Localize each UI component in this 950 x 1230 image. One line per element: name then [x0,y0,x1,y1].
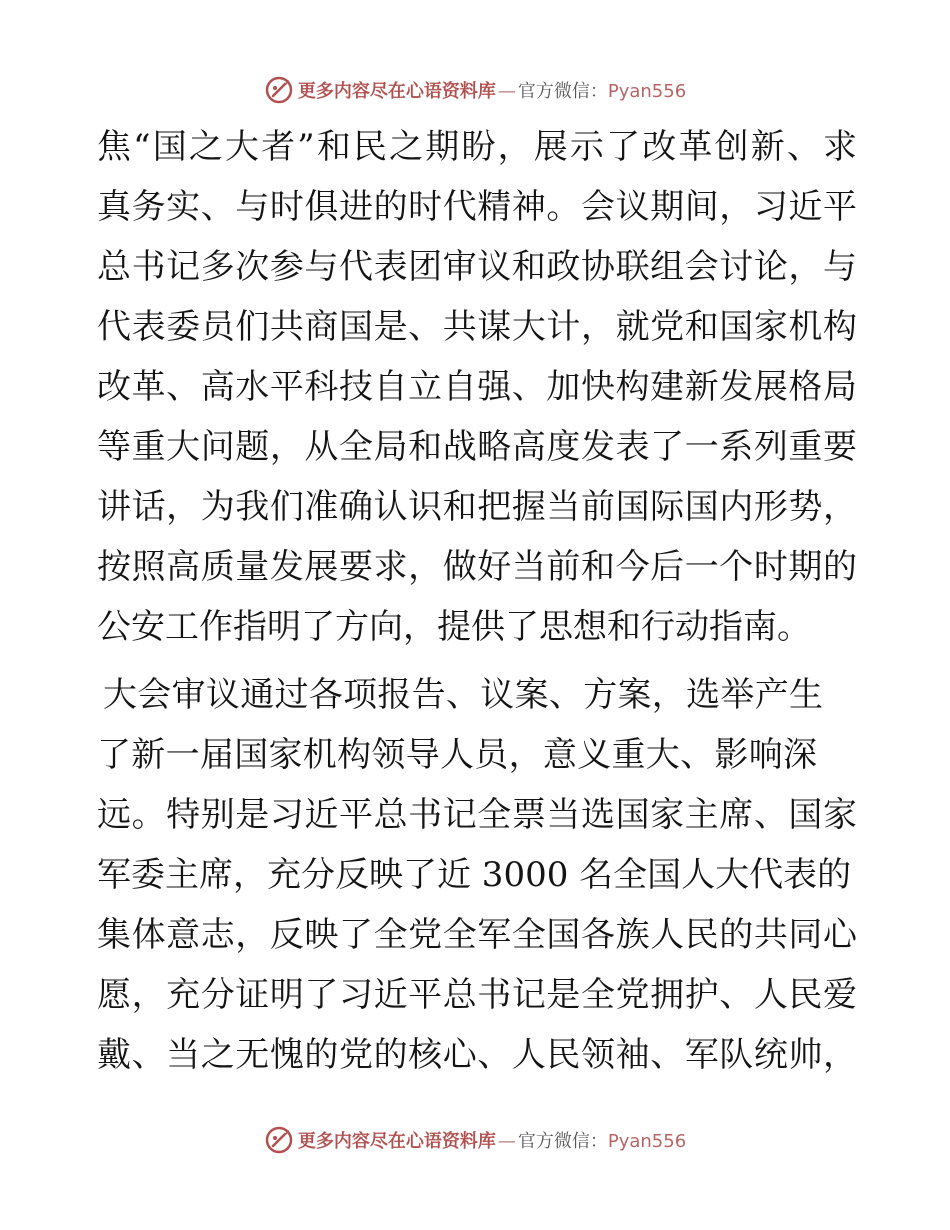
text-line: 集体意志，反映了全党全军全国各族人民的共同心 [97,915,857,955]
quill-logo-icon [264,1125,294,1155]
footer-banner-text [298,1127,686,1153]
paragraph-1 [97,117,857,657]
footer-wechat-label: 官方微信： [517,1131,608,1152]
text-line: 真务实、与时俱进的时代精神。会议期间，习近平 [97,187,857,227]
header-banner-text [298,77,686,103]
text-line: 代表委员们共商国是、共谋大计，就党和国家机构 [97,307,857,347]
header-dash: — [497,81,516,102]
text-line: 改革、高水平科技自立自强、加快构建新发展格局 [97,367,857,407]
header-brand: 更多内容尽在心语资料库 [297,81,496,102]
text-line: 焦“国之大者”和民之期盼，展示了改革创新、求 [97,127,857,167]
text-line: 远。特别是习近平总书记全票当选国家主席、国家 [97,795,857,835]
text-line: 愿，充分证明了习近平总书记是全党拥护、人民爱 [97,975,857,1015]
header-wechat-handle: Pyan556 [607,81,687,102]
paragraph-gap [97,657,857,665]
quill-logo-icon [264,75,294,105]
footer-dash: — [497,1131,516,1152]
text-line: 总书记多次参与代表团审议和政协联组会讨论，与 [97,247,857,287]
header-wechat-label: 官方微信： [517,81,608,102]
footer-brand: 更多内容尽在心语资料库 [297,1131,496,1152]
text-line: 戴、当之无愧的党的核心、人民领袖、军队统帅， [97,1035,857,1075]
text-line: 讲话，为我们准确认识和把握当前国际国内形势， [97,487,857,527]
text-line: 军委主席，充分反映了近 3000 名全国人大代表的 [97,855,852,895]
header-banner [0,70,950,110]
paragraph-2 [97,665,857,1085]
text-line: 大会审议通过各项报告、议案、方案，选举产生 [103,675,823,715]
text-line: 按照高质量发展要求，做好当前和今后一个时期的 [97,547,857,587]
text-line: 了新一届国家机构领导人员，意义重大、影响深 [97,735,817,775]
document-body [97,117,857,1085]
text-line: 公安工作指明了方向，提供了思想和行动指南。 [97,607,811,647]
text-line: 等重大问题，从全局和战略高度发表了一系列重要 [97,427,857,467]
footer-wechat-handle: Pyan556 [607,1131,687,1152]
footer-banner [0,1120,950,1160]
